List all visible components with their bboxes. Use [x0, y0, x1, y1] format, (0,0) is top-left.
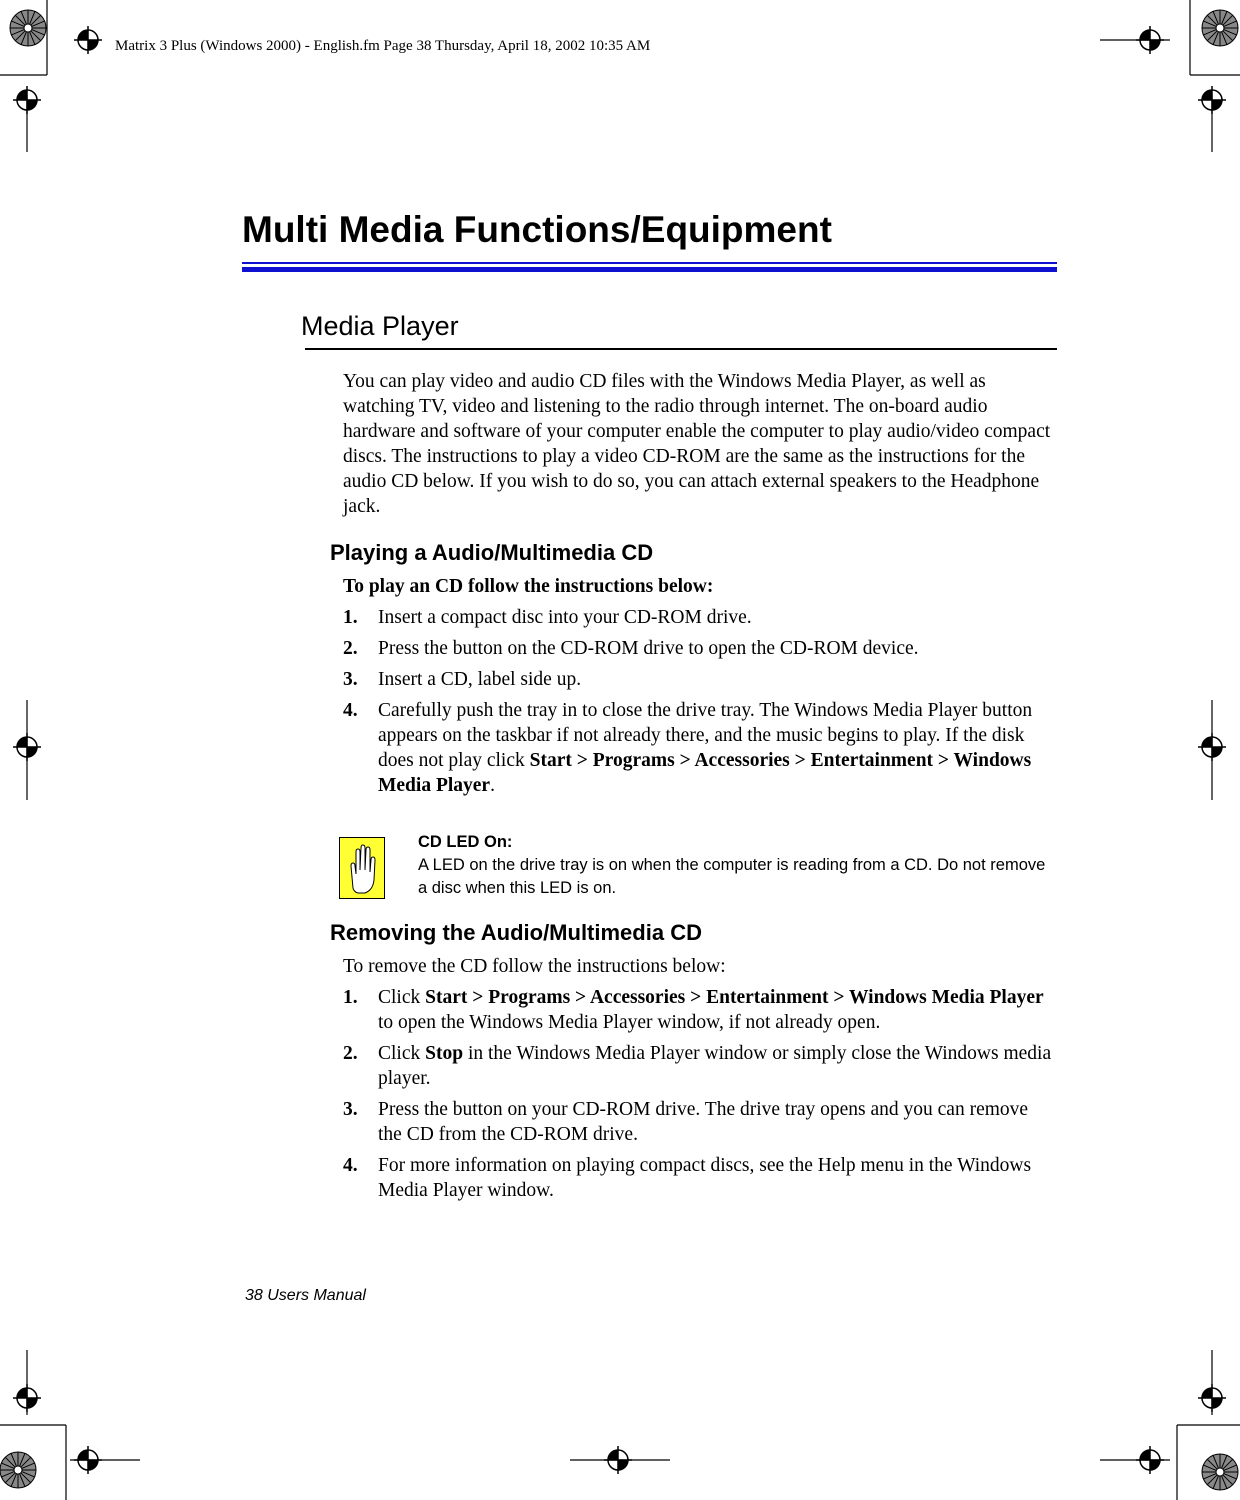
list-item: 4. For more information on playing compact discs, see the Help menu in the Windows Media Player window.: [343, 1155, 1032, 1201]
list-item: 1. Click Start > Programs > Accessories > Entertainment > Windows Media Player to open the Windows Media Player window, if not already open.: [343, 987, 1044, 1033]
playing-heading: Playing a Audio/Multimedia CD: [330, 540, 654, 565]
page-title: Multi Media Functions/Equipment: [242, 209, 832, 250]
stop-hand-icon: [339, 837, 385, 899]
playing-lead: To play an CD follow the instructions below:: [343, 576, 714, 597]
section-rule: [305, 348, 1057, 350]
note-callout: [418, 831, 1058, 900]
color-wheel-icon: [0, 1452, 36, 1488]
color-wheel-icon: [1202, 10, 1238, 46]
registration-mark-icon: [74, 1446, 102, 1474]
title-rule: [242, 262, 1057, 272]
color-wheel-icon: [1202, 1454, 1238, 1490]
note-text: A LED on the drive tray is on when the computer is reading from a CD. Do not remove a disc when this LED is on.: [418, 856, 1046, 897]
registration-mark-icon: [1198, 1384, 1226, 1412]
registration-mark-icon: [604, 1446, 632, 1474]
registration-mark-icon: [1136, 1446, 1164, 1474]
intro-paragraph: You can play video and audio CD files with the Windows Media Player, as well as watching TV, video and listening to the radio through internet. The on-board audio hardware and software of your computer enable the computer to play audio/video compact discs. The instructions to play a video CD-ROM are the same as the instructions for the audio CD below. If you wish to do so, you can attach external speakers to the Headphone jack.: [343, 371, 1051, 517]
print-slug: Matrix 3 Plus (Windows 2000) - English.fm Page 38 Thursday, April 18, 2002 10:35 AM: [115, 38, 651, 54]
removing-steps: [343, 985, 1055, 1209]
section-heading: Media Player: [301, 311, 459, 341]
list-item: 1. Insert a compact disc into your CD-ROM drive.: [343, 607, 752, 628]
note-title: CD LED On:: [418, 833, 513, 851]
registration-mark-icon: [74, 26, 102, 54]
list-item: 2. Click Stop in the Windows Media Player window or simply close the Windows media player.: [343, 1043, 1052, 1089]
list-item: 4. Carefully push the tray in to close the drive tray. The Windows Media Player button appears on the taskbar if not already there, and the music begins to play. If the disk does not play click Start > Programs > Accessories > Entertainment > Windows Media Player.: [343, 700, 1033, 796]
registration-mark-icon: [1198, 733, 1226, 761]
playing-steps: [343, 605, 1055, 804]
color-wheel-icon: [10, 10, 46, 46]
list-item: 2. Press the button on the CD-ROM drive to open the CD-ROM device.: [343, 638, 919, 659]
list-item: 3. Insert a CD, label side up.: [343, 669, 582, 690]
registration-mark-icon: [13, 733, 41, 761]
registration-mark-icon: [1198, 86, 1226, 114]
removing-heading: Removing the Audio/Multimedia CD: [330, 920, 702, 945]
page-footer: 38 Users Manual: [245, 1287, 366, 1304]
registration-mark-icon: [13, 86, 41, 114]
registration-mark-icon: [13, 1384, 41, 1412]
list-item: 3. Press the button on your CD-ROM drive. The drive tray opens and you can remove the CD from the CD-ROM drive.: [343, 1099, 1029, 1145]
removing-lead: To remove the CD follow the instructions below:: [343, 956, 726, 977]
registration-mark-icon: [1136, 26, 1164, 54]
